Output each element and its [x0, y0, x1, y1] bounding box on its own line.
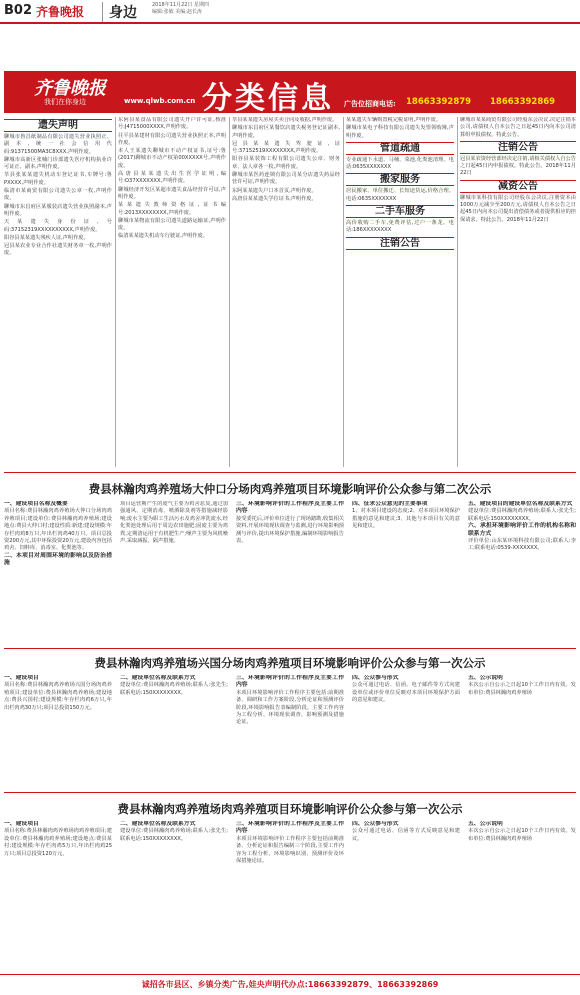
notice-col: [120, 675, 228, 785]
page-number: B02: [4, 3, 32, 18]
list-item: 聊城市某物流有限公司遗失道路运输证,声明作废。: [118, 217, 226, 232]
section-head: 六、承担环境影响评价工作的机构名称和联系方式: [468, 523, 576, 537]
section-head: 三、环境影响评价的工作程序及主要工作内容: [236, 501, 344, 515]
notice-col: [4, 501, 112, 641]
section-text: 1、对本项目建设的态度;2、对本项目环境保护措施的意见和建议;3、其他与本项目有关的意见和建议。: [352, 508, 460, 530]
category-title-moving: 搬家服务: [346, 173, 454, 186]
column-divider: [457, 117, 458, 467]
header-rule: [0, 22, 580, 24]
section-head: 二、建设单位名称及联系方式: [120, 675, 196, 681]
list-item: 专业疏通下水道、马桶、菜池,化粪池清理。电话:0635XXXXXXX: [346, 156, 454, 171]
header-meta: [152, 2, 272, 16]
list-item: 莘县某某遗失房屋买卖合同及收据,声明作废。: [232, 117, 338, 123]
notice-3: [4, 792, 576, 970]
header-date: 2018年11月22日 星期四: [152, 2, 210, 8]
list-item: 东阿县某食品有限公司遗失开户许可证,核准号:J4715000XXXX,声明作废。: [118, 117, 226, 131]
section-text: 项目名称:费县林瀚肉鸡养殖场大仲口分场肉鸡养殖项目;建设单位:费县林瀚肉鸡养殖场;建设地点:费县大仲口村;建设性质:新建;建设规模:年存栏肉鸡8万只,年出栏肉鸡40万只。项目总投资200万元,其中环保投资20万元,建设内容包括鸡舍、饲料库、消毒室、化粪池等。: [4, 508, 112, 552]
notice-col: [468, 501, 576, 641]
footer-text: 诚招各市县区、乡镇分类广告,娃央声明代办点:18663392879、18663392869: [141, 980, 439, 989]
list-item: 阳谷县某装饰工程有限公司遗失公章、财务章、法人章各一枚,声明作废。: [232, 156, 340, 170]
section-text: 本次公示自公示之日起10个工作日内有效。发布单位:费县林瀚肉鸡养殖场: [468, 682, 576, 696]
list-item: 临清某某遗失机动车行驶证,声明作废。: [118, 233, 208, 240]
classified-banner: [4, 71, 576, 116]
notice-col: [120, 821, 228, 969]
section-head: 五、公示说明: [468, 821, 503, 827]
list-item: 高唐县某某遗失出生医学证明,编号:O37XXXXXXX,声明作废。: [118, 171, 226, 185]
list-item: 聊城市某电子科技有限公司遗失发票领购簿,声明作废。: [346, 125, 454, 139]
list-item: 聊城市鲁昌纸制品有限公司遗失营业执照正、副本,统一社会信用代码:91371500MA3C8XXX,声明作废。: [4, 134, 112, 155]
section-head: 五、公示说明: [468, 675, 503, 681]
notice-col: [352, 675, 460, 785]
section-text: 本项目环境影响评价工作程序主要包括前期准备、分析论证和报告编制三个阶段,主要工作内容为工程分析、环境影响识别、预测评价及环保措施论证。: [236, 835, 344, 865]
section-head: 四、公众参与形式: [352, 821, 399, 827]
notice-title: 费县林瀚肉鸡养殖场兴国分场肉鸡养殖项目环境影响评价公众参与第一次公示: [94, 656, 486, 670]
list-item: 聊城市高新区张楠门诊部遗失医疗机构执业许可证正、副本,声明作废。: [4, 156, 112, 171]
notice-col: [468, 675, 576, 785]
list-item: 高价收购二手车,免费评估,过户一条龙。电话:186XXXXXXXX: [346, 220, 454, 234]
notice-col: [468, 821, 576, 969]
list-item: 聊城市某科技有限公司经股东会决议,注册资本由1000万元减少至200万元,请债权人自本公告之日起45日内向本公司提出清偿债务或者提供相应的担保请求。特此公告。2018年11月22日: [460, 194, 576, 223]
section-head: 二、建设单位名称及联系方式: [120, 821, 196, 827]
list-item: 茌平县某建材有限公司遗失营业执照正本,声明作废。: [118, 132, 226, 146]
section-text: 本次公示自公示之日起10个工作日内有效。发布单位:费县林瀚肉鸡养殖场: [468, 828, 576, 842]
hotline-label: 广告位招商电话:: [344, 100, 396, 108]
list-item: 聊城市东昌府区某餐饮店遗失税务登记证副本,声明作废。: [232, 125, 340, 139]
section-text: 接受委托后,评价单位进行了现场踏勘,收集相关资料,开展环境现状调查与监测,进行环境影响预测与评价,提出环境保护措施,编制环境影响报告表。: [236, 515, 344, 545]
list-item: 聊城市某医药连锁有限公司某分店遗失药品经营许可证,声明作废。: [232, 172, 340, 186]
section-head: 一、建设项目名称及概要: [4, 501, 68, 507]
classified-col-1: [4, 117, 112, 467]
category-title-capital: 减资公告: [460, 180, 576, 193]
section-head: 一、建设项目: [4, 675, 39, 681]
list-item: 聊城市东昌府区某服装店遗失营业执照副本,声明作废。: [4, 203, 112, 217]
list-item: 居民搬家、单位搬迁、长短途货运,价格合理。电话:0635XXXXXXX: [346, 188, 454, 202]
list-item: 冠县某某遗失驾驶证,证号:37152519XXXXXXXX,声明作废。: [232, 140, 340, 155]
page-header: [0, 0, 580, 22]
section-text: 评价单位:山东某环境科技有限公司;联系人:李工;联系电话:0539-XXXXXXX。: [468, 538, 576, 552]
category-title-pipe: 管道疏通: [346, 142, 454, 155]
classified-col-4: [346, 117, 454, 467]
notice-col: [352, 501, 460, 641]
column-divider: [343, 117, 344, 467]
banner-slogan: 我们在你身边: [44, 98, 86, 106]
section-text: 建设单位:费县林瀚肉鸡养殖场;联系人:张先生;联系电话:150XXXXXXXX。: [468, 508, 576, 522]
classified-columns: [4, 117, 576, 467]
list-item: 临清市某商贸有限公司遗失公章一枚,声明作废。: [4, 188, 112, 202]
banner-logo: 齐鲁晚报: [34, 78, 106, 99]
category-title: 遗失声明: [4, 119, 112, 132]
notice-col: [236, 821, 344, 969]
section-head: 一、建设项目: [4, 821, 39, 827]
category-title-usedcar: 二手车服务: [346, 205, 454, 218]
list-item: 冠县某农业专业合作社遗失财务章一枚,声明作废。: [4, 243, 112, 257]
notice-col: [236, 501, 344, 641]
page-footer: [0, 974, 580, 995]
section-text: 建设单位:费县林瀚肉鸡养殖场;联系人:张先生;联系电话:150XXXXXXXX。: [120, 682, 228, 696]
section-head: 四、征求公众意见的主要事项: [352, 501, 428, 507]
section-text: 建设单位:费县林瀚肉鸡养殖场;联系人:张先生;联系电话:150XXXXXXXX。: [120, 828, 228, 842]
notice-col: [4, 821, 112, 969]
section-text: 本项目环境影响评价工作程序主要包括:前期准备、调研和工作方案阶段,分析论证和预测评价阶段,环境影响报告表编制阶段。主要工作内容为工程分析、环境现状调查、影响预测及措施论证。: [236, 689, 344, 726]
column-divider: [229, 117, 230, 467]
banner-url[interactable]: www.qlwb.com.cn: [124, 97, 196, 105]
header-editors: 编辑:张敏 美编:赵长涛: [152, 9, 202, 15]
section-text: 公众可通过电话、信函等方式反映意见和建议。: [352, 828, 460, 842]
section-text: 项目名称:费县林瀚肉鸡养殖场兴国分场肉鸡养殖项目;建设单位:费县林瀚肉鸡养殖场;建设地点:费县兴国村;建设规模:年存栏肉鸡6万只,年出栏肉鸡30万只;项目总投资150万元。: [4, 682, 112, 711]
notice-col: [120, 501, 228, 641]
banner-title: 分类信息: [202, 81, 334, 116]
list-item: 本人王某遗失聊城市不动产权证书,证号:鲁(2017)聊城市不动产权第00XXXXX号,声明作废。: [118, 148, 226, 169]
notice-col: [352, 821, 460, 969]
list-item: 某某遗失车辆购置税完税证明,声明作废。: [346, 117, 442, 123]
column-divider: [115, 117, 116, 467]
list-item: 天某遗失身份证,号码:37152319XXXXXXXXXX,声明作废。: [4, 219, 112, 233]
list-item: 聊城市某某商贸有限公司经股东会决议,决定注销本公司,请债权人自本公告之日起45日内向本公司清算组申报债权。特此公告。: [460, 117, 576, 138]
section-head: 三、环境影响评价的工作程序及主要工作内容: [236, 821, 344, 835]
paper-logo: 齐鲁晚报: [36, 5, 85, 19]
category-title-cancel: 注销公告: [346, 237, 454, 250]
section-text: 项目运营期产生的废气主要为鸡舍恶臭,通过加强通风、定期消毒、喷洒除臭剂等措施减轻影响;废水主要为职工生活污水及鸡舍冲洗废水,经化粪池处理后用于周边农田施肥;固废主要为鸡粪,定期清运用于有机肥生产;噪声主要为风机噪声,采取减振、隔声措施。: [120, 501, 228, 545]
category-title-cancel-2: 注销公告: [460, 141, 576, 154]
classified-col-5: [460, 117, 576, 467]
section-text: 项目名称:费县林瀚肉鸡养殖场肉鸡养殖项目;建设单位:费县林瀚肉鸡养殖场;建设地点:费县某村;建设规模:年存栏肉鸡5万只,年出栏肉鸡25万只;项目总投资120万元。: [4, 828, 112, 857]
list-item: 高唐县某某遗失学位证书,声明作废。: [232, 195, 317, 202]
list-item: 莘县张某某遗失机动车登记证书,车牌号:鲁PXXXX,声明作废。: [4, 172, 112, 186]
list-item: 聊城经济开发区某超市遗失食品经营许可证,声明作废。: [118, 186, 226, 200]
section-head: 三、环境影响评价的工作程序及主要工作内容: [236, 675, 344, 689]
section-head: 四、公众参与形式: [352, 675, 399, 681]
list-item: 某某遗失教师资格证,证书编号:2013XXXXXXXX,声明作废。: [118, 202, 226, 216]
classified-col-3: [232, 117, 340, 467]
section-title: 身边: [102, 2, 137, 22]
notice-title: 费县林瀚肉鸡养殖场肉鸡养殖项目环境影响评价公众参与第一次公示: [117, 802, 463, 816]
notice-col: [236, 675, 344, 785]
list-item: 阳谷县某某遗失残疾人证,声明作废。: [4, 234, 89, 241]
hotline-phone-2: 18663392869: [490, 97, 556, 107]
section-text: 公众可通过电话、信函、电子邮件等方式向建设单位或评价单位反映对本项目环境保护方面的意见和建议。: [352, 682, 460, 704]
hotline-phone-1: 18663392879: [406, 97, 472, 107]
section-head: 五、建设项目的建设单位名称及联系方式: [468, 501, 573, 507]
classified-col-2: [118, 117, 226, 467]
notice-1: [4, 472, 576, 642]
notice-2: [4, 648, 576, 786]
section-head: 二、本项目对周围环境的影响以及防治措施: [4, 552, 112, 567]
notice-col: [4, 675, 112, 785]
list-item: 东阿某某遗失户口本首页,声明作废。: [232, 187, 317, 194]
list-item: 冠县某农资经营部经决定注销,请相关债权人自公告之日起45日内申报债权。特此公告。2018年11月22日: [460, 155, 576, 177]
notice-title: 费县林瀚肉鸡养殖场大仲口分场肉鸡养殖项目环境影响评价公众参与第二次公示: [88, 482, 492, 496]
